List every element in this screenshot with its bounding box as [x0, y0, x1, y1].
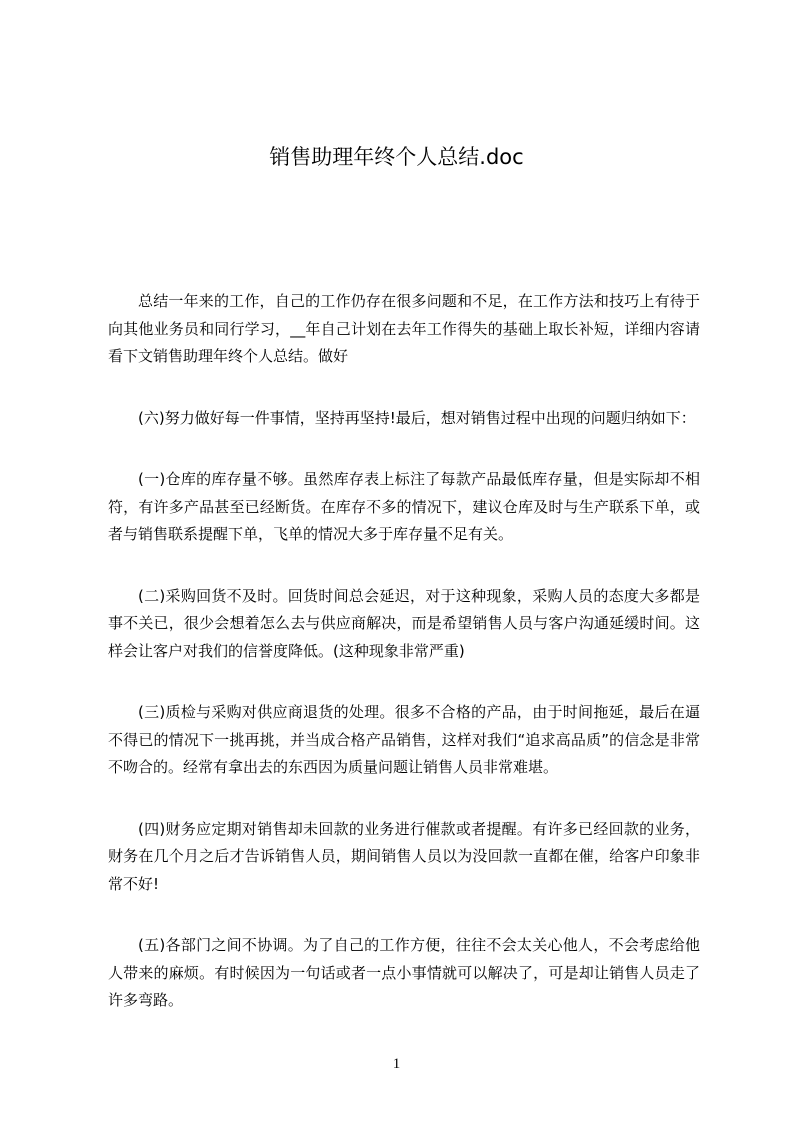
paragraph-point-six: (六)努力做好每一件事情，坚持再坚持!最后，想对销售过程中出现的问题归纳如下： [138, 408, 696, 427]
paragraph-point-two: (二)采购回货不及时。回货时间总会延迟，对于这种现象，采购人员的态度大多都是事不关已，很少会想着怎么去与供应商解决，而是希望销售人员与客户沟通延缓时间。这样会让客户对我们的信誉度降低。(这种现象非常严重) [108, 586, 700, 660]
page-number: 1 [392, 1056, 401, 1072]
paragraph-point-three: (三)质检与采购对供应商退货的处理。很多不合格的产品，由于时间拖延，最后在逼不得已的情况下一挑再挑，并当成合格产品销售，这样对我们“追求高品质”的信念是非常不吻合的。经常有拿出去的东西因为质量问题让销售人员非常难堪。 [108, 703, 700, 776]
document-body [108, 288, 700, 1049]
document-title: 销售助理年终个人总结.doc [269, 145, 524, 169]
paragraph-intro: 总结一年来的工作，自己的工作仍存在很多问题和不足，在工作方法和技巧上有待于向其他业务员和同行学习，__年自己计划在去年工作得失的基础上取长补短，详细内容请看下文销售助理年终个人总结。做好 [108, 292, 700, 365]
paragraph-point-four: (四)财务应定期对销售却未回款的业务进行催款或者提醒。有许多已经回款的业务，财务在几个月之后才告诉销售人员，期间销售人员以为没回款一直都在催，给客户印象非常不好! [108, 819, 700, 893]
paragraph-point-one: (一)仓库的库存量不够。虽然库存表上标注了每款产品最低库存量，但是实际却不相符，有许多产品甚至已经断货。在库存不多的情况下，建议仓库及时与生产联系下单，或者与销售联系提醒下单，飞单的情况大多于库存量不足有关。 [108, 470, 700, 543]
paragraph-point-five: (五)各部门之间不协调。为了自己的工作方便，往往不会太关心他人，不会考虑给他人带来的麻烦。有时候因为一句话或者一点小事情就可以解决了，可是却让销售人员走了许多弯路。 [108, 936, 700, 1009]
